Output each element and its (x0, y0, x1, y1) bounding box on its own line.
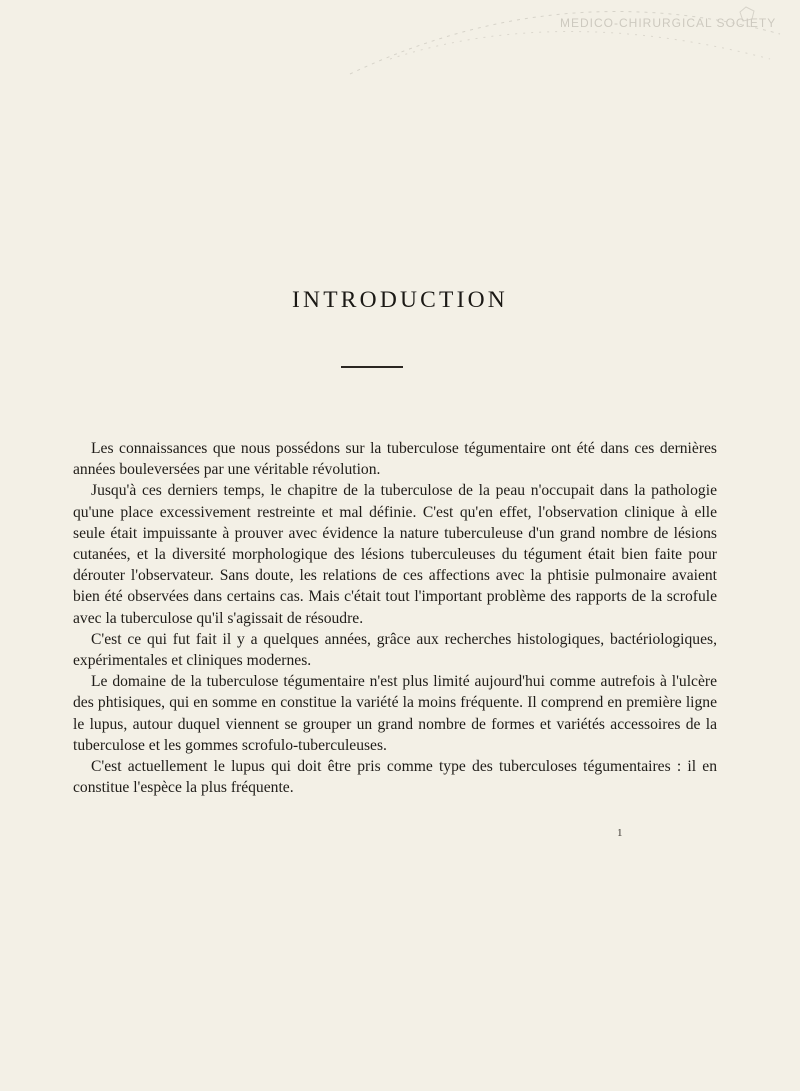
paragraph-1: Les connaissances que nous possédons sur la tuberculose tégumentaire ont été dans ces dernières années bouleversées par une véritable révolution. (73, 440, 717, 479)
paragraph-2: Jusqu'à ces derniers temps, le chapitre de la tuberculose de la peau n'occupait dans la pathologie qu'une place excessivement restreinte et mal définie. C'est qu'en effet, l'observation clinique à elle seule était impuissante à prouver avec évidence la nature tuberculeuse d'un grand nombre de lésions cutanées, et la diversité morphologique des lésions tuberculeuses du tégument était bien faite pour dérouter l'observateur. Sans doute, les relations de ces affections avec la phtisie pulmonaire avaient bien été observées dans certains cas. Mais c'était tout l'important problème des rapports de la scrofule avec la tuberculose qu'il s'agissait de résoudre. (73, 482, 717, 627)
paragraph-4: Le domaine de la tuberculose tégumentaire n'est plus limité aujourd'hui comme autrefois à l'ulcère des phtisiques, qui en somme en constitue la variété la moins fréquente. Il comprend en première ligne le lupus, autour duquel viennent se grouper un grand nombre de formes et variétés accessoires de la tuberculose et les gommes scrofulo-tuberculeuses. (73, 673, 717, 754)
title-divider (341, 366, 403, 368)
page-number: 1 (617, 827, 623, 839)
paragraph-3: C'est ce qui fut fait il y a quelques années, grâce aux recherches histologiques, bactériologiques, expérimentales et cliniques modernes. (73, 630, 717, 670)
paragraph-5: C'est actuellement le lupus qui doit être pris comme type des tuberculoses tégumentaires : il en constitue l'espèce la plus fréquente. (73, 758, 717, 797)
stamp-text: MEDICO-CHIRURGICAL SOCIETY (560, 16, 777, 30)
body-text (73, 438, 717, 798)
chapter-title: INTRODUCTION (292, 287, 508, 313)
library-stamp (330, 4, 790, 84)
